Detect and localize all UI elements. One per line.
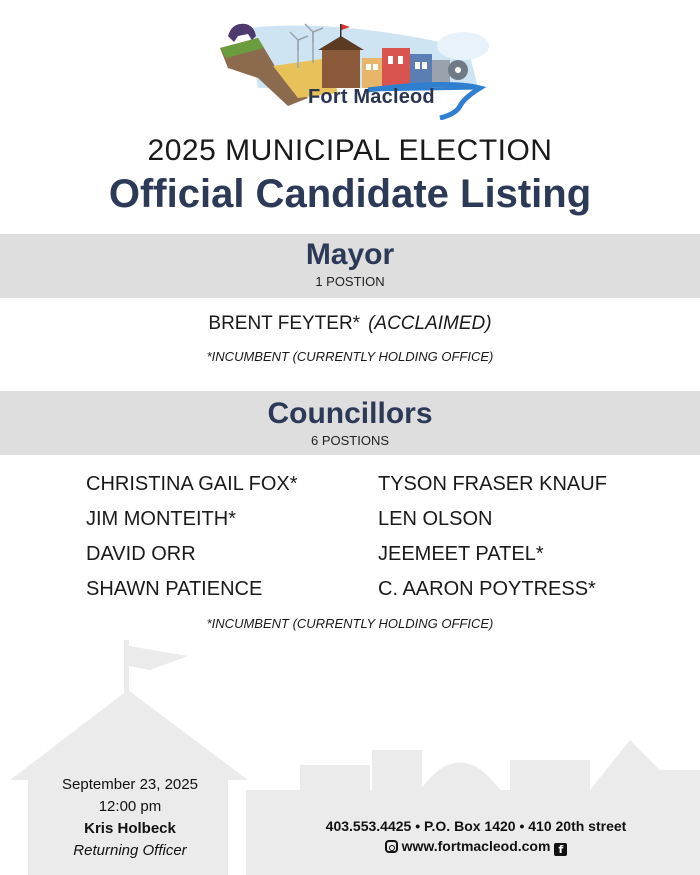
issue-info xyxy=(40,774,220,862)
contact-line: 403.553.4425 • P.O. Box 1420 • 410 20th street xyxy=(325,818,627,834)
listing-title: Official Candidate Listing xyxy=(108,172,592,216)
councillor-candidate: TYSON FRASER KNAUF xyxy=(378,473,607,495)
mayor-section-header xyxy=(0,234,700,298)
councillor-list-right xyxy=(378,472,607,612)
councillor-candidate: JEEMEET PATEL* xyxy=(378,543,544,565)
mayor-title: Mayor xyxy=(305,238,395,271)
councillor-list-left xyxy=(86,472,298,612)
councillor-candidate: SHAWN PATIENCE xyxy=(86,578,263,600)
mayor-candidate xyxy=(0,313,700,335)
councillor-candidate: DAVID ORR xyxy=(86,543,196,565)
councillor-candidate: LEN OLSON xyxy=(378,508,493,530)
website-link[interactable]: www.fortmacleod.com xyxy=(401,838,551,854)
councillors-title: Councillors xyxy=(267,397,433,430)
mayor-positions: 1 POSTION xyxy=(315,274,385,289)
website-line xyxy=(268,838,684,856)
mayor-incumbent-note: *INCUMBENT (CURRENTLY HOLDING OFFICE) xyxy=(206,349,494,364)
mayor-candidate-name: BRENT FEYTER* xyxy=(208,313,361,334)
councillors-positions: 6 POSTIONS xyxy=(310,433,390,448)
facebook-icon[interactable]: f xyxy=(554,843,567,856)
logo-wordmark: Fort Macleod xyxy=(308,86,435,108)
councillor-candidate: JIM MONTEITH* xyxy=(86,508,236,530)
issue-date: September 23, 2025 xyxy=(62,776,198,793)
election-heading: 2025 MUNICIPAL ELECTION xyxy=(147,134,553,167)
councillors-section-header xyxy=(0,391,700,455)
officer-name: Kris Holbeck xyxy=(84,820,176,837)
issue-time: 12:00 pm xyxy=(98,798,162,815)
instagram-icon[interactable] xyxy=(385,840,398,853)
mayor-status: (ACCLAIMED) xyxy=(368,313,492,334)
councillor-candidate: C. AARON POYTRESS* xyxy=(378,578,596,600)
councillor-candidate: CHRISTINA GAIL FOX* xyxy=(86,473,298,495)
officer-role: Returning Officer xyxy=(73,842,187,859)
councillors-incumbent-note: *INCUMBENT (CURRENTLY HOLDING OFFICE) xyxy=(206,616,494,631)
